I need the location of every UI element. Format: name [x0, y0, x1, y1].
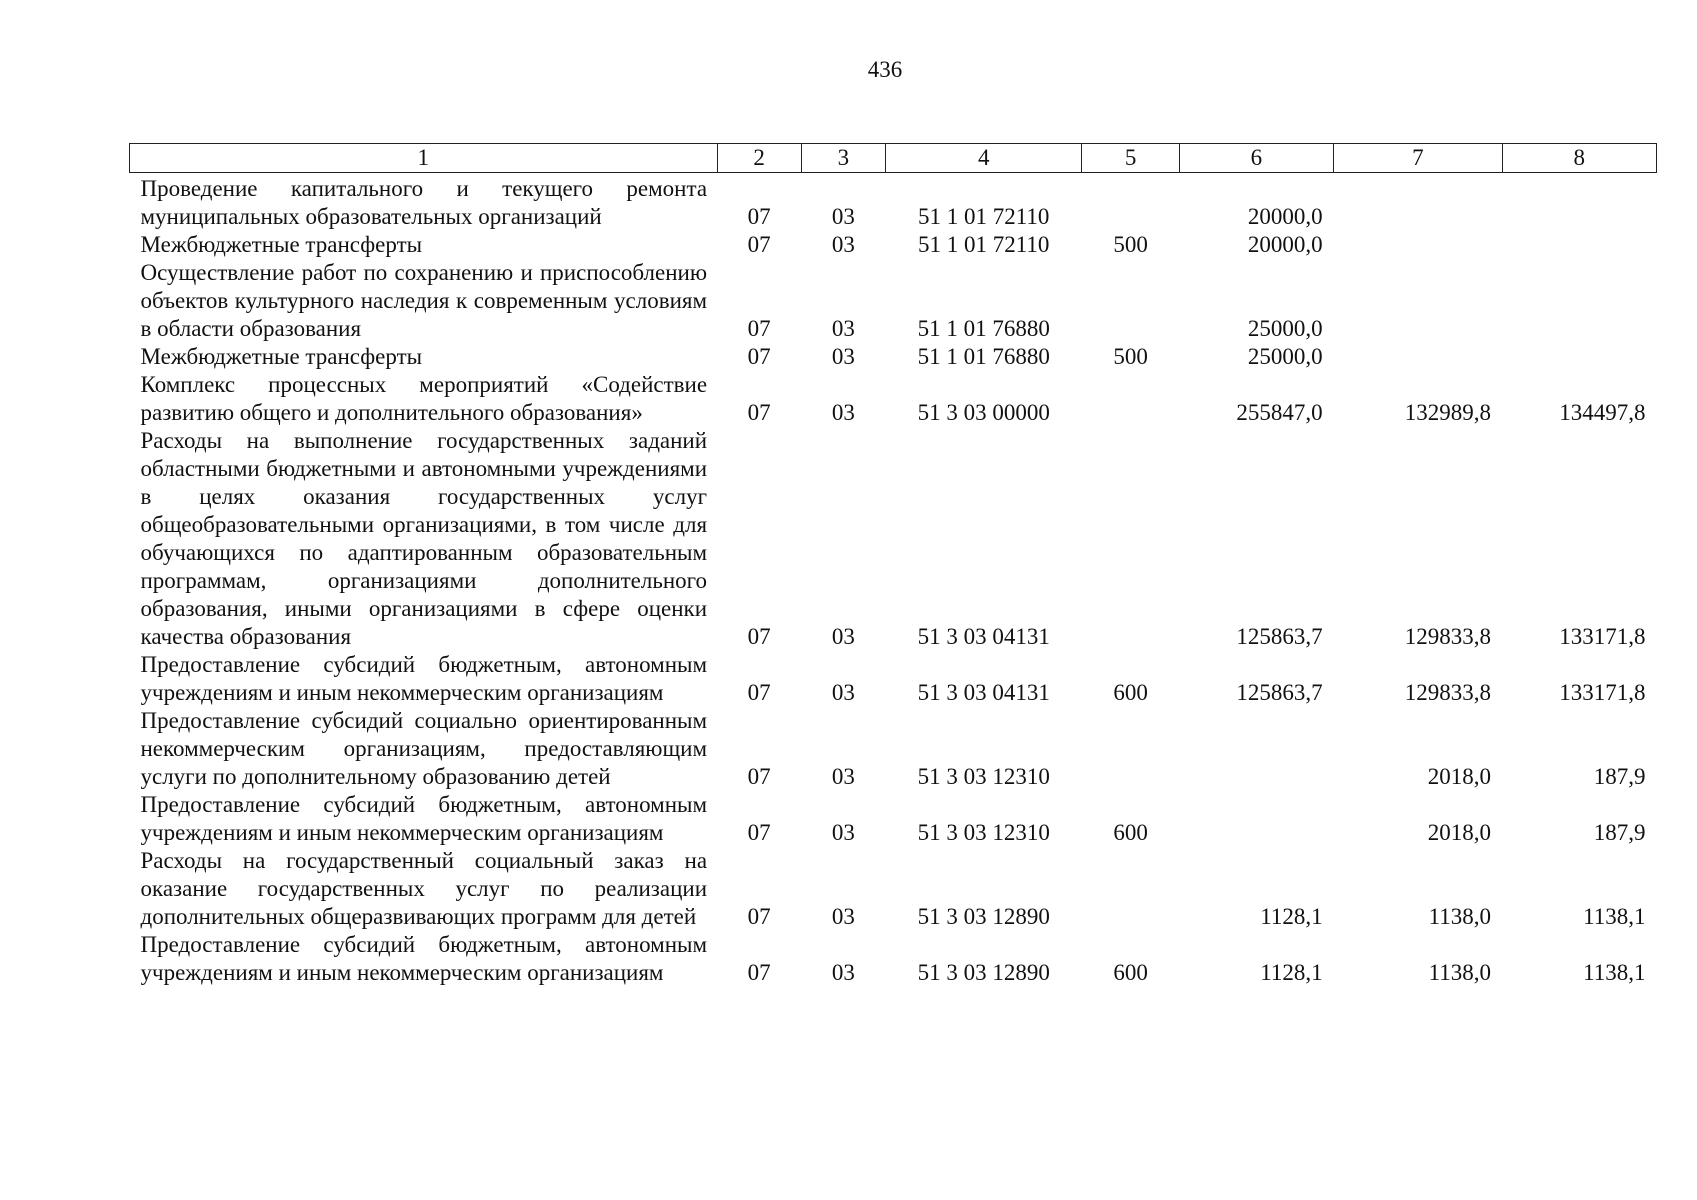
- amount-cell-col7: 132989,8: [1404, 400, 1492, 425]
- subsection-cell: 03: [831, 960, 855, 985]
- subsection-cell: 03: [831, 204, 855, 229]
- amount-cell-col7: [1334, 259, 1502, 343]
- table-row: [130, 371, 1657, 427]
- target-article-cell: 51 3 03 12890: [917, 904, 1050, 929]
- column-header: 4: [885, 144, 1082, 173]
- amount-cell-col6: 1128,1: [1260, 960, 1323, 985]
- amount-cell-col8: [1502, 173, 1656, 232]
- target-article-cell: 51 3 03 12890: [917, 960, 1050, 985]
- budget-table: [129, 143, 1657, 987]
- item-name-cell: Расходы на выполнение государственных заданий областными бюджетными и автономными учреждениями в целях оказания государственных услуг общеобразовательными организациями, в том числе для обучающихся по адаптированным образовательным программам, организациями дополнительного образования, иными организациями в сфере оценки качества образования: [140, 428, 708, 649]
- amount-cell-col6: [1179, 707, 1333, 791]
- target-article-cell: 51 3 03 00000: [917, 400, 1050, 425]
- section-cell: 07: [747, 764, 771, 789]
- amount-cell-col6: 255847,0: [1236, 400, 1323, 425]
- subsection-cell: 03: [831, 904, 855, 929]
- amount-cell-col7: [1334, 231, 1502, 259]
- expense-type-cell: 500: [1113, 232, 1148, 257]
- table-row: [130, 931, 1657, 987]
- amount-cell-col8: [1502, 231, 1656, 259]
- target-article-cell: 51 3 03 04131: [917, 624, 1050, 649]
- table-row: [130, 791, 1657, 847]
- section-cell: 07: [747, 232, 771, 257]
- subsection-cell: 03: [831, 232, 855, 257]
- amount-cell-col8: 133171,8: [1559, 624, 1646, 649]
- amount-cell-col8: 133171,8: [1559, 680, 1646, 705]
- section-cell: 07: [747, 680, 771, 705]
- expense-type-cell: [1082, 259, 1179, 343]
- expense-type-cell: 500: [1113, 344, 1148, 369]
- column-header: 5: [1082, 144, 1179, 173]
- target-article-cell: 51 1 01 76880: [917, 344, 1050, 369]
- subsection-cell: 03: [831, 764, 855, 789]
- item-name-cell: Предоставление субсидий бюджетным, автономным учреждениям и иным некоммерческим организациям: [140, 792, 708, 845]
- page-number: 436: [867, 57, 903, 82]
- amount-cell-col8: [1502, 259, 1656, 343]
- item-name-cell: Предоставление субсидий бюджетным, автономным учреждениям и иным некоммерческим организациям: [140, 932, 708, 985]
- section-cell: 07: [747, 400, 771, 425]
- amount-cell-col8: 1138,1: [1583, 904, 1646, 929]
- amount-cell-col8: 187,9: [1593, 764, 1646, 789]
- target-article-cell: 51 1 01 72110: [918, 232, 1050, 257]
- expense-type-cell: [1082, 371, 1179, 427]
- section-cell: 07: [747, 624, 771, 649]
- section-cell: 07: [747, 344, 771, 369]
- item-name-cell: Межбюджетные трансферты: [140, 344, 423, 369]
- amount-cell-col7: 1138,0: [1428, 960, 1492, 985]
- target-article-cell: 51 1 01 76880: [917, 316, 1050, 341]
- column-header: 2: [717, 144, 801, 173]
- subsection-cell: 03: [831, 820, 855, 845]
- table-row: [130, 259, 1657, 343]
- amount-cell-col7: [1334, 173, 1502, 232]
- expense-type-cell: [1082, 173, 1179, 232]
- amount-cell-col6: 25000,0: [1247, 344, 1323, 369]
- amount-cell-col6: [1179, 791, 1333, 847]
- column-header: 6: [1179, 144, 1333, 173]
- amount-cell-col8: 1138,1: [1583, 960, 1646, 985]
- target-article-cell: 51 3 03 04131: [917, 680, 1050, 705]
- subsection-cell: 03: [831, 680, 855, 705]
- amount-cell-col8: 187,9: [1593, 820, 1646, 845]
- column-header: 1: [130, 144, 718, 173]
- column-header: 7: [1334, 144, 1502, 173]
- expense-type-cell: [1082, 847, 1179, 931]
- subsection-cell: 03: [831, 624, 855, 649]
- amount-cell-col8: [1502, 343, 1656, 371]
- item-name-cell: Предоставление субсидий бюджетным, автономным учреждениям и иным некоммерческим организациям: [140, 652, 708, 705]
- column-header: 8: [1502, 144, 1656, 173]
- item-name-cell: Комплекс процессных мероприятий «Содействие развитию общего и дополнительного образования»: [140, 372, 708, 425]
- subsection-cell: 03: [831, 344, 855, 369]
- section-cell: 07: [747, 904, 771, 929]
- expense-type-cell: [1082, 707, 1179, 791]
- target-article-cell: 51 1 01 72110: [918, 204, 1050, 229]
- amount-cell-col7: 2018,0: [1427, 764, 1492, 789]
- amount-cell-col8: 134497,8: [1559, 400, 1646, 425]
- amount-cell-col7: 129833,8: [1404, 624, 1492, 649]
- section-cell: 07: [747, 960, 771, 985]
- amount-cell-col7: 2018,0: [1427, 820, 1492, 845]
- expense-type-cell: [1082, 427, 1179, 651]
- item-name-cell: Расходы на государственный социальный заказ на оказание государственных услуг по реализации дополнительных общеразвивающих программ для детей: [140, 848, 708, 929]
- amount-cell-col6: 125863,7: [1236, 624, 1323, 649]
- item-name-cell: Осуществление работ по сохранению и приспособлению объектов культурного наследия к современным условиям в области образования: [140, 260, 708, 341]
- table-row: [130, 847, 1657, 931]
- table-row: [130, 173, 1657, 232]
- expense-type-cell: 600: [1113, 820, 1148, 845]
- table-row: [130, 707, 1657, 791]
- table-row: [130, 651, 1657, 707]
- subsection-cell: 03: [831, 316, 855, 341]
- column-header: 3: [801, 144, 885, 173]
- expense-type-cell: 600: [1113, 960, 1148, 985]
- column-number-header-row: [130, 144, 1657, 173]
- table-row: [130, 231, 1657, 259]
- section-cell: 07: [747, 204, 771, 229]
- table-row: [130, 427, 1657, 651]
- amount-cell-col7: 129833,8: [1404, 680, 1492, 705]
- amount-cell-col7: [1334, 343, 1502, 371]
- subsection-cell: 03: [831, 400, 855, 425]
- item-name-cell: Межбюджетные трансферты: [140, 232, 423, 257]
- target-article-cell: 51 3 03 12310: [917, 820, 1050, 845]
- target-article-cell: 51 3 03 12310: [917, 764, 1050, 789]
- expense-type-cell: 600: [1113, 680, 1148, 705]
- amount-cell-col6: 25000,0: [1247, 316, 1323, 341]
- amount-cell-col6: 20000,0: [1247, 232, 1323, 257]
- amount-cell-col7: 1138,0: [1428, 904, 1492, 929]
- amount-cell-col6: 1128,1: [1260, 904, 1323, 929]
- section-cell: 07: [747, 316, 771, 341]
- item-name-cell: Предоставление субсидий социально ориентированным некоммерческим организациям, предоставляющим услуги по дополнительному образованию детей: [140, 708, 708, 789]
- section-cell: 07: [747, 820, 771, 845]
- amount-cell-col6: 125863,7: [1236, 680, 1323, 705]
- item-name-cell: Проведение капитального и текущего ремонта муниципальных образовательных организаций: [140, 176, 708, 229]
- table-row: [130, 343, 1657, 371]
- amount-cell-col6: 20000,0: [1247, 204, 1323, 229]
